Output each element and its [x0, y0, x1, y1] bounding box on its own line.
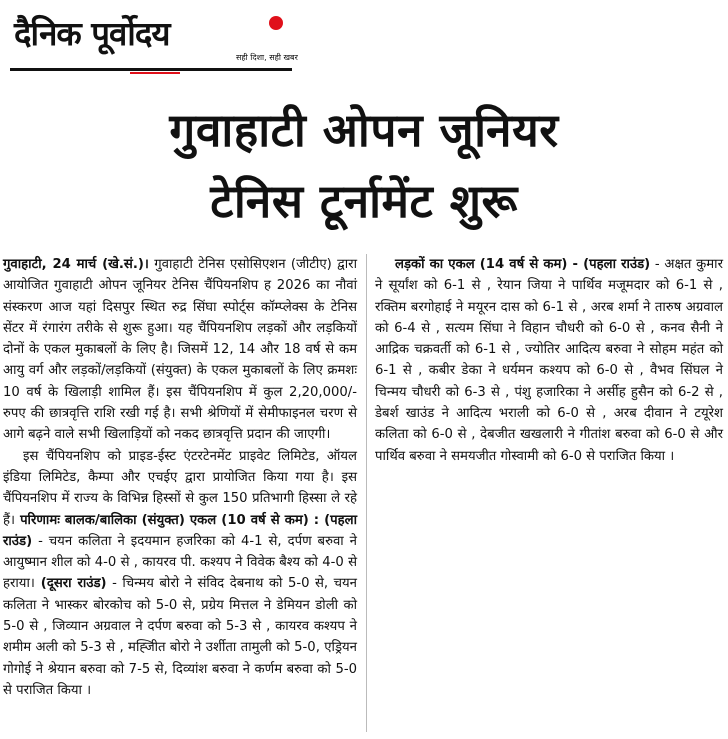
newspaper-name: दैनिक पूर्वोदय	[14, 14, 170, 53]
masthead-red-strip	[130, 72, 180, 74]
masthead-dot-icon	[269, 16, 283, 30]
round-2-heading: (दूसरा राउंड)	[34, 576, 107, 592]
article-paragraph-2	[3, 446, 357, 702]
boys-singles-text: - अक्षत कुमार ने सूर्यांश को 6-1 से , रेयान जिया ने पार्थिव मजूमदार को 6-1 से , रक्तिम बरगोहाई ने मयूरन दास को 6-1 से , अरब शर्मा ने तारुष अग्रवाल को 6-4 से , सत्यम सिंघा ने विहान चौधरी को 6-0 से , कनव सैनी ने आद्रिक चक्रवर्ती को 6-1 से , ज्योतिर आदित्य बरुवा ने सोहम महंत को 6-1 से , कबीर डेका ने धर्यमन कश्यप को 6-0 से , वैभव सिंघल ने चिन्मय चौधरी को 6-3 से , पंशु हजारिका ने अर्सीह हुसैन को 6-2 से , डेबर्श खाउंड ने आदित्य भराली को 6-0 से , अरब दीवान ने टयूरेश कलिता को 6-0 से , देबजीत खखलारी ने गीतांश बरुवा को 6-0 से और पार्थिव बरुवा ने समयजीत गोस्वामी को 6-0 से पराजित किया ।	[375, 257, 723, 464]
article-column-right	[375, 254, 723, 467]
boys-singles-heading: लड़कों का एकल (14 वर्ष से कम) - (पहला राउंड)	[395, 257, 651, 272]
boys-singles-paragraph	[375, 254, 723, 467]
headline-line-2: टेनिस टूर्नामेंट शुरू	[210, 174, 518, 228]
sponsor-text: इस चैंपियनशिप को प्राइड-ईस्ट एंटरटेनमेंट प्राइवेट लिमिटेड, ऑयल इंडिया लिमिटेड, कैम्पा और एचईए द्वारा प्रायोजित किया गया है। इस चैंपियनशिप में राज्य के विभिन्न हिस्सों से कुल 150 प्रतिभागी हिस्सा ले रहे हैं।	[3, 448, 357, 528]
intro-text: गुवाहाटी टेनिस एसोसिएशन (जीटीए) द्वारा आयोजित गुवाहाटी ओपन जूनियर टेनिस चैंपियनशिप ह 2026 का नौवां संस्करण आज यहां दिसपुर स्थित रुद्र सिंघा स्पोर्ट्स कॉम्प्लेक्स के टेनिस सेंटर में रंगारंग तरीके से शुरू हुआ। यह चैंपियनशिप लड़कों और लड़कियों दोनों के एकल मुकाबलों के लिए है। जिसमें 12, 14 और 18 वर्ष से कम आयु वर्ग और लड़कों/लड़कियों (संयुक्त) के एकल मुकाबलों के लिए क्रमशः 10 वर्ष के खिलाड़ी शामिल हैं। इस चैंपियनशिप में कुल 2,20,000/- रुपए की छात्रवृत्ति राशि रखी गई है। सभी श्रेणियों में सेमीफाइनल चरण से आगे बढ़ने वाले सभी खिलाड़ियों को नकद छात्रवृत्ति प्रदान की जाएगी।	[3, 257, 357, 443]
newspaper-tagline: सही दिशा, सही खबर	[236, 53, 298, 62]
masthead-rule	[10, 68, 292, 71]
round-2-text: - चिन्मय बोरो ने संविद देबनाथ को 5-0 से, चयन कलिता ने भास्कर बोरकोच को 5-0 से, प्रग्रेय मित्तल ने डेमियन डोली को 5-0 से , जिव्यान अग्रवाल ने दर्पण बरुवा को 5-3 से , कायरव कश्यप ने शमीम अली को 5-3 से , मह्जिीत बोरो ने उर्शीता तामुली को 5-0, एड्रियन गोगोई ने श्रेयान बरुवा को 7-5 से, दिव्यांश बरुवा ने कर्णम बरुवा को 5-0 से पराजित किया ।	[3, 576, 357, 698]
masthead	[10, 6, 298, 72]
results-heading: परिणामः बालक/बालिका (संयुक्त) एकल (10 वर्ष से कम) : (पहला राउंड)	[3, 512, 357, 549]
article-column-left	[3, 254, 357, 701]
headline-line-1: गुवाहाटी ओपन जूनियर	[169, 103, 559, 157]
article-paragraph-1	[3, 254, 357, 446]
dateline: गुवाहाटी, 24 मार्च (खे.सं.)।	[3, 257, 149, 272]
results-text: - चयन कलिता ने इदयमान हजरिका को 4-1 से, दर्पण बरुवा ने आयुष्मान शील को 4-0 से , कायरव पी. कश्यप ने विवेक बैश्य को 4-0 से हराया।	[3, 533, 357, 592]
column-divider	[366, 254, 367, 732]
